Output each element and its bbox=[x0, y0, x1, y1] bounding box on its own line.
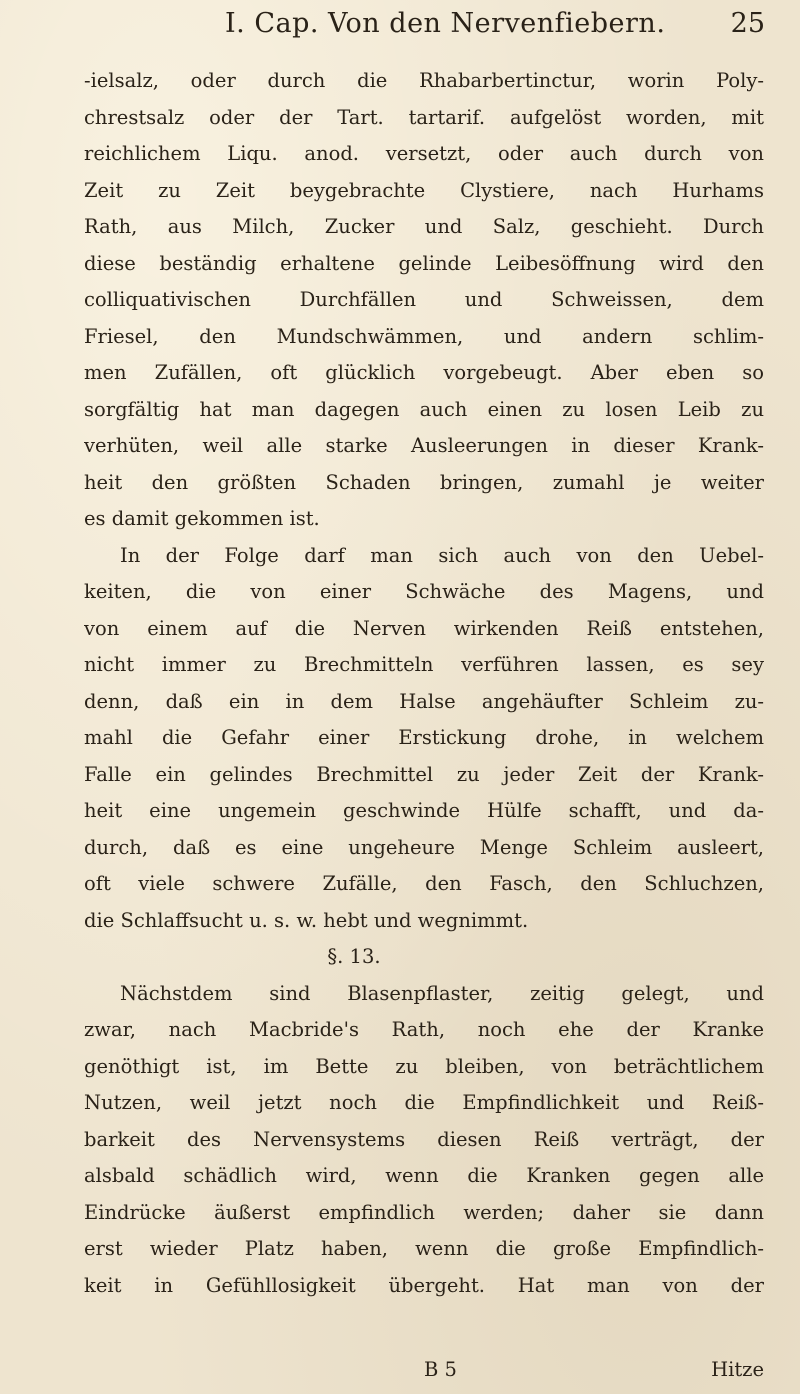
text-line: Eindrücke äußerst empfindlich werden; daher sie dann bbox=[84, 1200, 764, 1224]
text-line: von einem auf die Nerven wirkenden Reiß entstehen, bbox=[84, 616, 764, 640]
text-line: genöthigt ist, im Bette zu bleiben, von beträchtlichem bbox=[84, 1054, 764, 1078]
text-line: keit in Gefühllosigkeit übergeht. Hat man von der bbox=[84, 1273, 764, 1297]
text-line: heit den größten Schaden bringen, zumahl je weiter bbox=[84, 470, 764, 494]
page-header bbox=[225, 4, 765, 52]
text-line: die Schlaffsucht u. s. w. hebt und wegnimmt. bbox=[84, 908, 529, 932]
page-number: 25 bbox=[730, 8, 765, 39]
text-line: diese beständig erhaltene gelinde Leibesöffnung wird den bbox=[84, 251, 764, 275]
text-line: sorgfältig hat man dagegen auch einen zu losen Leib zu bbox=[84, 397, 764, 421]
text-line: mahl die Gefahr einer Erstickung drohe, in welchem bbox=[84, 726, 764, 749]
text-line: nicht immer zu Brechmitteln verführen lassen, es sey bbox=[84, 653, 764, 676]
signature-mark: B 5 bbox=[424, 1358, 457, 1381]
text-line: Nutzen, weil jetzt noch die Empfindlichkeit und Reiß- bbox=[84, 1091, 764, 1114]
text-line: alsbald schädlich wird, wenn die Kranken gegen alle bbox=[84, 1164, 764, 1187]
text-line: Zeit zu Zeit beygebrachte Clystiere, nach Hurhams bbox=[84, 178, 764, 202]
running-title: I. Cap. Von den Nervenfiebern. bbox=[225, 8, 666, 39]
page-footer bbox=[84, 1358, 764, 1392]
text-line: heit eine ungemein geschwinde Hülfe schafft, und da- bbox=[84, 799, 764, 822]
text-line: zwar, nach Macbride's Rath, noch ehe der Kranke bbox=[84, 1018, 764, 1041]
text-line: Friesel, den Mundschwämmen, und andern schlim- bbox=[84, 324, 764, 348]
catchword: Hitze bbox=[711, 1358, 764, 1381]
text-line: reichlichem Liqu. anod. versetzt, oder auch durch von bbox=[84, 142, 764, 165]
text-line: oft viele schwere Zufälle, den Fasch, den Schluchzen, bbox=[84, 872, 764, 895]
text-line: verhüten, weil alle starke Ausleerungen in dieser Krank- bbox=[84, 434, 764, 457]
text-line: durch, daß es eine ungeheure Menge Schleim ausleert, bbox=[84, 835, 764, 859]
paragraph-start-line: Nächstdem sind Blasenpflaster, zeitig gelegt, und bbox=[120, 981, 764, 1005]
paragraph-start-line: In der Folge darf man sich auch von den Uebel- bbox=[120, 543, 764, 567]
text-line: Falle ein gelindes Brechmittel zu jeder Zeit der Krank- bbox=[84, 762, 764, 786]
text-line: Rath, aus Milch, Zucker und Salz, geschieht. Durch bbox=[84, 215, 764, 238]
text-line: barkeit des Nervensystems diesen Reiß verträgt, der bbox=[84, 1127, 764, 1151]
section-heading: §. 13. bbox=[327, 945, 381, 968]
text-line: chrestsalz oder der Tart. tartarif. aufgelöst worden, mit bbox=[84, 105, 764, 129]
text-line: -ielsalz, oder durch die Rhabarbertinctur, worin Poly- bbox=[84, 69, 764, 92]
text-line: men Zufällen, oft glücklich vorgebeugt. Aber eben so bbox=[84, 361, 764, 384]
text-line: keiten, die von einer Schwäche des Magens, und bbox=[84, 580, 764, 603]
text-line: denn, daß ein in dem Halse angehäufter Schleim zu- bbox=[84, 689, 764, 713]
text-line: colliquativischen Durchfällen und Schweissen, dem bbox=[84, 288, 764, 311]
text-line: es damit gekommen ist. bbox=[84, 507, 320, 530]
text-line: erst wieder Platz haben, wenn die große Empfindlich- bbox=[84, 1237, 764, 1260]
body-text bbox=[84, 63, 764, 1304]
